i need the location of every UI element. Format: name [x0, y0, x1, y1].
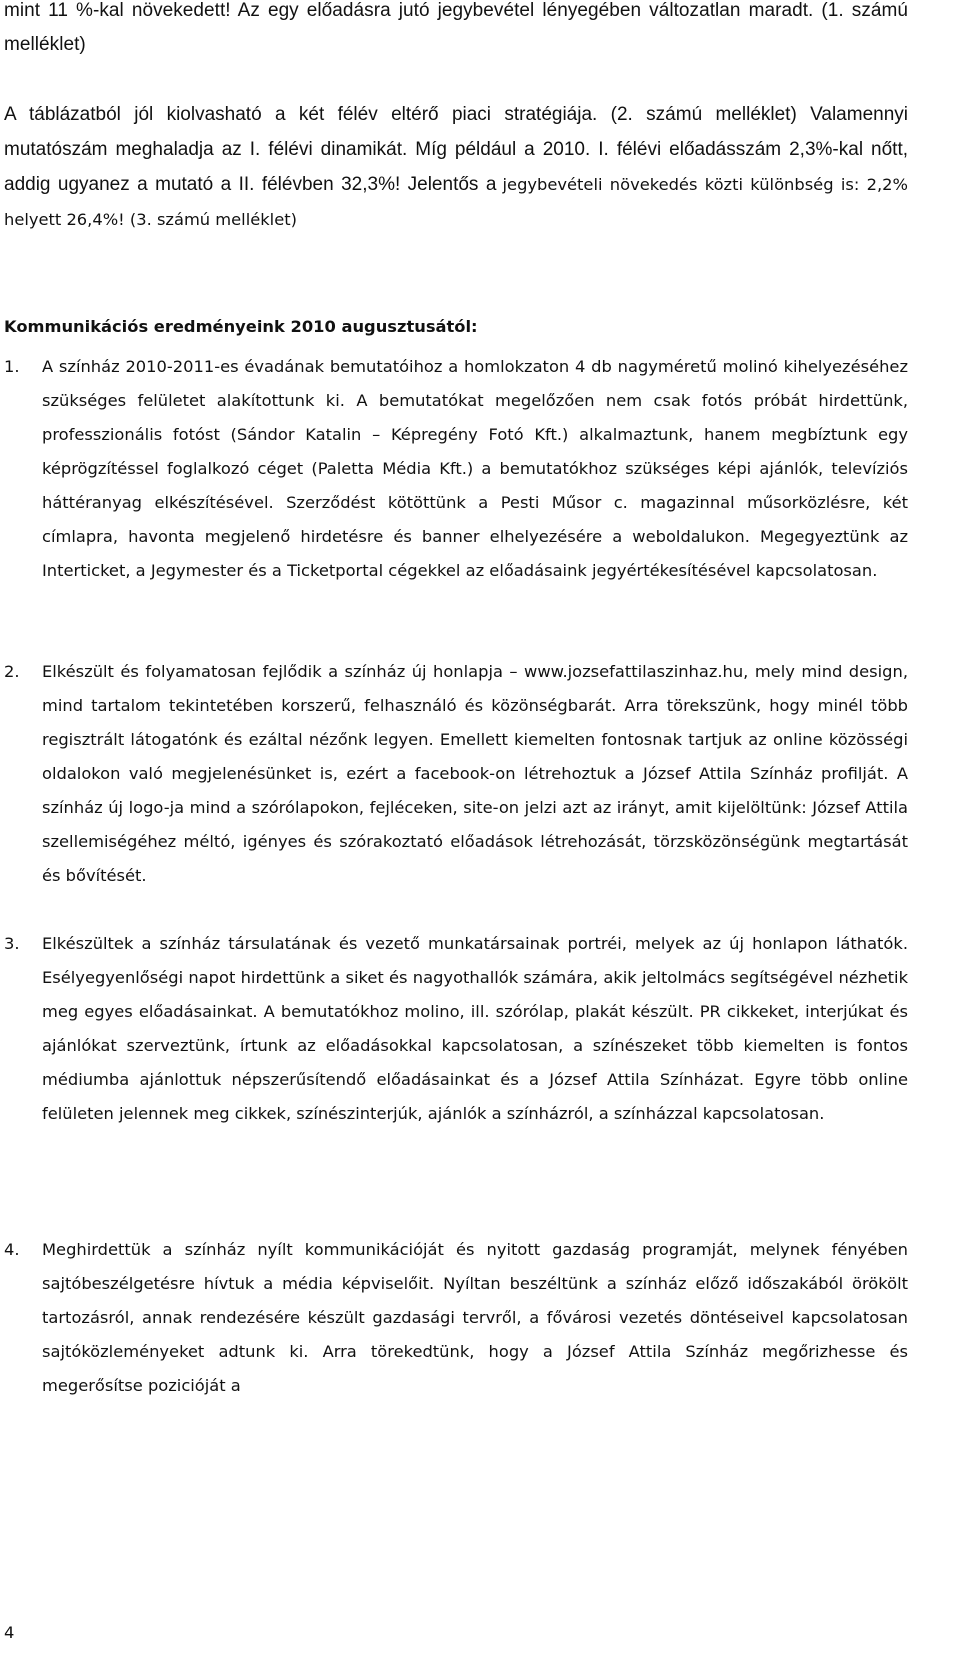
- list-item: [4, 655, 908, 893]
- list-item: [4, 350, 908, 588]
- paragraph-semester-strategy-lead: A táblázatból jól kiolvasható a két félév eltérő piaci stratégiája. (2. számú melléklet) Valamennyi mutatószám meghaladja az I. félévi dinamikát. Míg például a 2010. I. félévi előadásszám 2,3%-kal nőtt, addig ugyanez a mutató a II. félévben 32,3%! Jelentős a: [4, 104, 908, 195]
- list-item: [4, 1233, 908, 1403]
- list-item-text: Meghirdettük a színház nyílt kommunikációját és nyitott gazdaság programját, melynek fényében sajtóbeszélgetésre hívtuk a média képviselőit. Nyíltan beszéltünk a színház előző időszakából örökölt tartozásról, annak rendezésére készült gazdasági tervről, a fővárosi vezetés döntéseivel kapcsolatosan sajtóközleményeket adtunk ki. Arra törekedtünk, hogy a József Attila Színház megőrizhesse és megerősítse pozicióját a: [42, 1240, 908, 1395]
- list-item-number: 2.: [4, 662, 20, 681]
- list-item-text: A színház 2010-2011-es évadának bemutatóihoz a homlokzaton 4 db nagyméretű molinó kihelyezéséhez szükséges felületet alakítottunk ki. A bemutatókat megelőzően nem csak fotós próbát hirdettünk, professzionális fotóst (Sándor Katalin – Képregény Fotó Kft.) alkalmaztunk, hanem megbíztunk egy képrögzítéssel foglalkozó céget (Paletta Média Kft.) a bemutatókhoz szükséges képi ajánlók, televíziós háttéranyag elkészítésével. Szerződést kötöttünk a Pesti Műsor c. magazinnal műsorközlésre, két címlapra, havonta megjelenő hirdetésre és banner elhelyezésére a weboldalukon. Megegyeztünk az Interticket, a Jegymester és a Ticketportal cégekkel az előadásaink jegyértékesítésével kapcsolatosan.: [42, 357, 908, 580]
- section-heading: Kommunikációs eredményeink 2010 augusztusától:: [4, 317, 478, 336]
- paragraph-revenue-growth: mint 11 %-kal növekedett! Az egy előadásra jutó jegybevétel lényegében változatlan maradt. (1. számú melléklet): [4, 0, 908, 55]
- paragraph-semester-strategy: [4, 98, 908, 238]
- list-item-text: Elkészült és folyamatosan fejlődik a színház új honlapja – www.jozsefattilaszinhaz.hu, mely mind design, mind tartalom tekintetében korszerű, felhasználó és közönségbarát. Arra törekszünk, hogy minél több regisztrált látogatónk és ezáltal nézőnk legyen. Emellett kiemelten fontosnak tartjuk az online közösségi oldalokon való megjelenésünket is, ezért a facebook-on létrehoztuk a József Attila Színház profilját. A színház új logo-ja mind a szórólapokon, fejléceken, site-on jelzi azt az irányt, amit kijelöltünk: József Attila szellemiségéhez méltó, igényes és szórakoztató előadások létrehozását, törzsközönségünk megtartását és bővítését.: [42, 662, 908, 885]
- list-item-number: 1.: [4, 357, 20, 376]
- page-number: 4: [4, 1623, 15, 1642]
- paragraph-semester-strategy-tail: jegybevételi növekedés közti különbség is: 2,2% helyett 26,4%! (3. számú melléklet): [4, 175, 908, 229]
- list-item-text: Elkészültek a színház társulatának és vezető munkatársainak portréi, melyek az új honlapon láthatók. Esélyegyenlőségi napot hirdettünk a siket és nagyothallók számára, akik jeltolmács segítségével nézhetik meg egyes előadásainkat. A bemutatókhoz molino, ill. szórólap, plakát készült. PR cikkeket, interjúkat és ajánlókat szerveztünk, írtunk az előadásokkal kapcsolatosan, a színészeket több kiemelten is fontos médiumba ajánlottuk népszerűsítendő előadásainkat és a József Attila Színházat. Egyre több online felületen jelennek meg cikkek, színészinterjúk, ajánlók a színházról, a színházzal kapcsolatosan.: [42, 934, 908, 1123]
- list-item-number: 3.: [4, 934, 20, 953]
- list-item-number: 4.: [4, 1240, 20, 1259]
- list-item: [4, 927, 908, 1131]
